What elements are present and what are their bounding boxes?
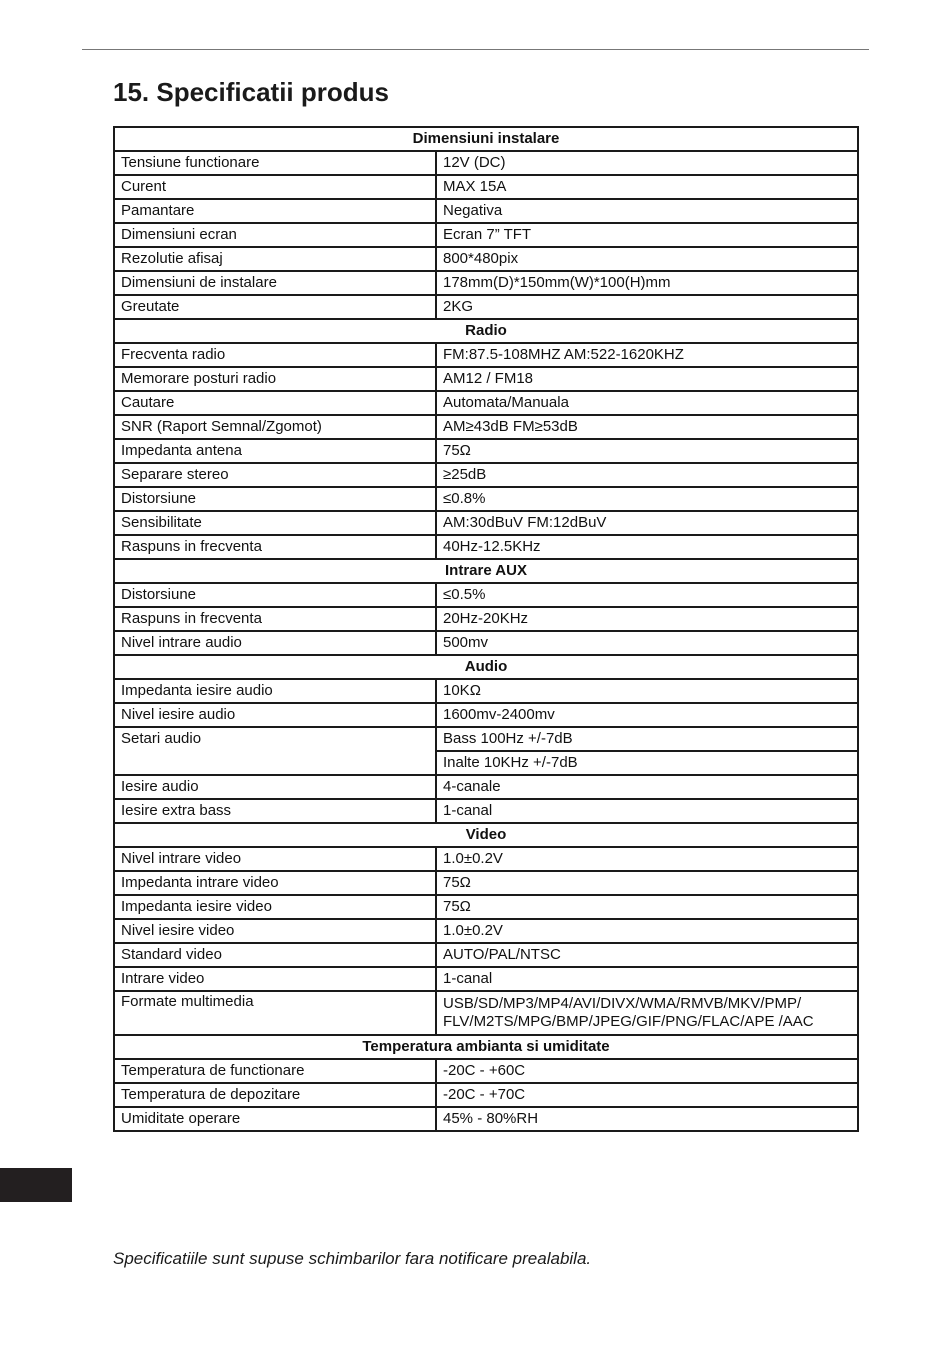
spec-value: 2KG (436, 295, 858, 319)
spec-label: Impedanta antena (114, 439, 436, 463)
spec-value: Negativa (436, 199, 858, 223)
page-side-tab (0, 1168, 72, 1202)
spec-label: Impedanta iesire audio (114, 679, 436, 703)
spec-label: Formate multimedia (114, 991, 436, 1035)
table-row (114, 967, 858, 991)
table-row (114, 895, 858, 919)
spec-value: Ecran 7” TFT (436, 223, 858, 247)
spec-value: 1.0±0.2V (436, 919, 858, 943)
table-row (114, 271, 858, 295)
spec-label: Sensibilitate (114, 511, 436, 535)
section-header-row (114, 655, 858, 679)
spec-label: Rezolutie afisaj (114, 247, 436, 271)
spec-value: 40Hz-12.5KHz (436, 535, 858, 559)
spec-label: Impedanta iesire video (114, 895, 436, 919)
spec-value: FM:87.5-108MHZ AM:522-1620KHZ (436, 343, 858, 367)
spec-value: AM≥43dB FM≥53dB (436, 415, 858, 439)
table-row (114, 415, 858, 439)
table-row (114, 1107, 858, 1131)
section-header-row (114, 823, 858, 847)
footnote: Specificatiile sunt supuse schimbarilor fara notificare prealabila. (113, 1249, 592, 1268)
spec-label: Tensiune functionare (114, 151, 436, 175)
spec-value: 10KΩ (436, 679, 858, 703)
section-header-aux: Intrare AUX (114, 559, 858, 583)
spec-label: Frecventa radio (114, 343, 436, 367)
spec-value: 75Ω (436, 439, 858, 463)
table-row (114, 295, 858, 319)
spec-label: Umiditate operare (114, 1107, 436, 1131)
spec-label: Nivel intrare video (114, 847, 436, 871)
table-row (114, 679, 858, 703)
table-row (114, 247, 858, 271)
spec-label: Separare stereo (114, 463, 436, 487)
spec-value-line: USB/SD/MP3/MP4/AVI/DIVX/WMA/RMVB/MKV/PMP/ (443, 995, 802, 1012)
section-header-video: Video (114, 823, 858, 847)
spec-label: Iesire audio (114, 775, 436, 799)
spec-value: AM:30dBuV FM:12dBuV (436, 511, 858, 535)
spec-value: ≥25dB (436, 463, 858, 487)
table-row (114, 775, 858, 799)
table-row (114, 511, 858, 535)
spec-label: Curent (114, 175, 436, 199)
spec-label: Raspuns in frecventa (114, 535, 436, 559)
table-row (114, 847, 858, 871)
table-row (114, 199, 858, 223)
spec-label: Cautare (114, 391, 436, 415)
spec-value: MAX 15A (436, 175, 858, 199)
table-row (114, 223, 858, 247)
spec-value-line: FLV/M2TS/MPG/BMP/JPEG/GIF/PNG/FLAC/APE /AAC (443, 1013, 814, 1030)
section-header-row (114, 559, 858, 583)
table-row (114, 175, 858, 199)
table-row (114, 343, 858, 367)
spec-value: 75Ω (436, 871, 858, 895)
spec-value: 800*480pix (436, 247, 858, 271)
spec-value-multiline (436, 991, 858, 1035)
spec-value: 75Ω (436, 895, 858, 919)
spec-value: ≤0.8% (436, 487, 858, 511)
section-header-radio: Radio (114, 319, 858, 343)
table-row (114, 535, 858, 559)
table-row (114, 463, 858, 487)
table-row (114, 1059, 858, 1083)
spec-value: Automata/Manuala (436, 391, 858, 415)
spec-label: Pamantare (114, 199, 436, 223)
spec-value: AUTO/PAL/NTSC (436, 943, 858, 967)
table-row (114, 943, 858, 967)
spec-value: -20C - +70C (436, 1083, 858, 1107)
table-row (114, 919, 858, 943)
spec-table (113, 126, 859, 1132)
table-row (114, 391, 858, 415)
section-header-environment: Temperatura ambianta si umiditate (114, 1035, 858, 1059)
table-row (114, 799, 858, 823)
spec-value: 178mm(D)*150mm(W)*100(H)mm (436, 271, 858, 295)
table-row (114, 439, 858, 463)
spec-value: 20Hz-20KHz (436, 607, 858, 631)
spec-value: 500mv (436, 631, 858, 655)
spec-label: Distorsiune (114, 487, 436, 511)
spec-value: 1600mv-2400mv (436, 703, 858, 727)
section-header-installation: Dimensiuni instalare (114, 127, 858, 151)
section-header-row (114, 1035, 858, 1059)
spec-label: Intrare video (114, 967, 436, 991)
spec-label: Temperatura de functionare (114, 1059, 436, 1083)
spec-value: Bass 100Hz +/-7dB (436, 727, 858, 751)
table-row (114, 871, 858, 895)
spec-label: Memorare posturi radio (114, 367, 436, 391)
page-title: 15. Specificatii produs (113, 77, 389, 107)
spec-label: Raspuns in frecventa (114, 607, 436, 631)
table-row (114, 1083, 858, 1107)
spec-value: 1-canal (436, 967, 858, 991)
section-header-row (114, 127, 858, 151)
table-row (114, 367, 858, 391)
spec-label: Iesire extra bass (114, 799, 436, 823)
table-row (114, 991, 858, 1035)
spec-value: 12V (DC) (436, 151, 858, 175)
spec-label: Impedanta intrare video (114, 871, 436, 895)
spec-label: Temperatura de depozitare (114, 1083, 436, 1107)
table-row (114, 727, 858, 751)
spec-label: Nivel intrare audio (114, 631, 436, 655)
spec-label: Standard video (114, 943, 436, 967)
table-row (114, 583, 858, 607)
spec-label: Setari audio (114, 727, 436, 775)
spec-value: AM12 / FM18 (436, 367, 858, 391)
spec-value: -20C - +60C (436, 1059, 858, 1083)
spec-value: Inalte 10KHz +/-7dB (436, 751, 858, 775)
spec-label: SNR (Raport Semnal/Zgomot) (114, 415, 436, 439)
spec-label: Distorsiune (114, 583, 436, 607)
spec-value: 1-canal (436, 799, 858, 823)
top-rule (82, 49, 869, 50)
table-row (114, 607, 858, 631)
spec-value: 4-canale (436, 775, 858, 799)
spec-value: ≤0.5% (436, 583, 858, 607)
spec-value: 1.0±0.2V (436, 847, 858, 871)
spec-label: Nivel iesire audio (114, 703, 436, 727)
table-row (114, 487, 858, 511)
spec-label: Nivel iesire video (114, 919, 436, 943)
section-header-row (114, 319, 858, 343)
spec-label: Dimensiuni ecran (114, 223, 436, 247)
spec-label: Greutate (114, 295, 436, 319)
table-row (114, 151, 858, 175)
spec-label: Dimensiuni de instalare (114, 271, 436, 295)
table-row (114, 703, 858, 727)
table-row (114, 631, 858, 655)
spec-value: 45% - 80%RH (436, 1107, 858, 1131)
section-header-audio: Audio (114, 655, 858, 679)
